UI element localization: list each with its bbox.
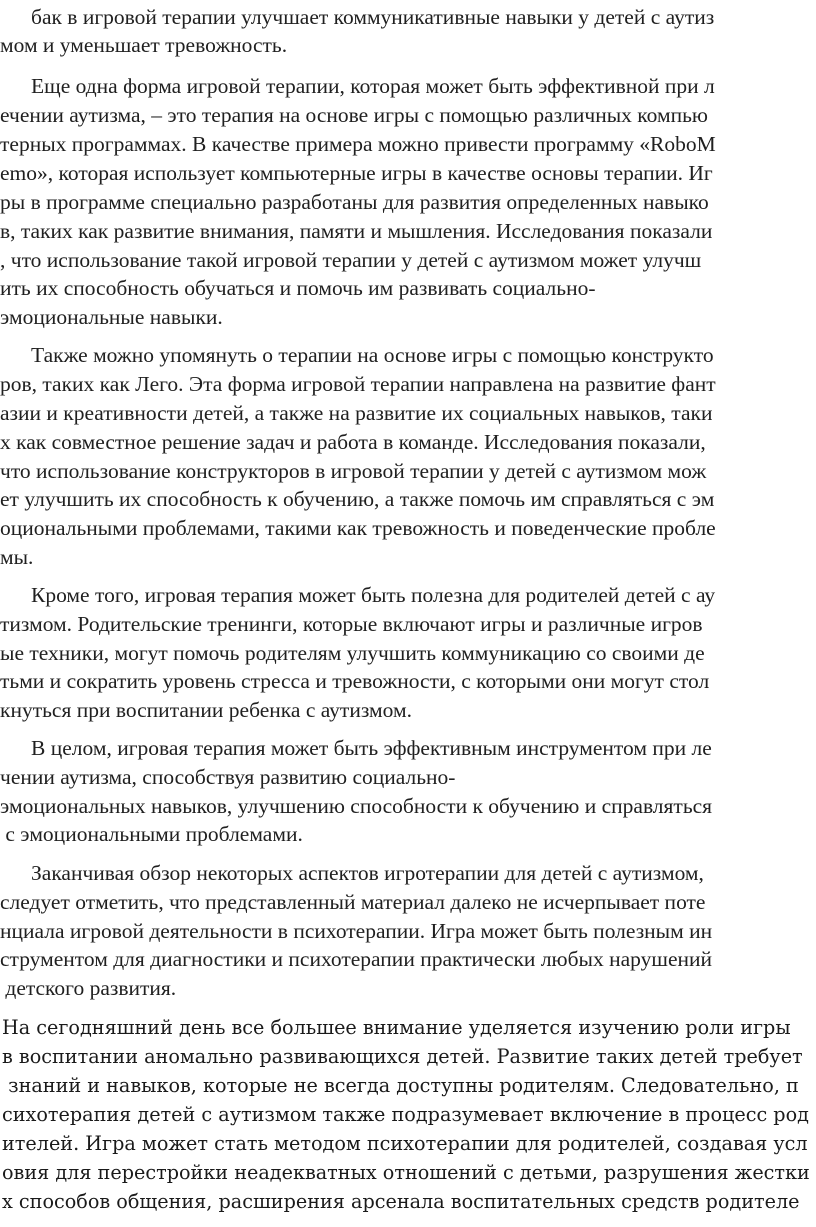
text-line: с эмоциональными проблемами. <box>0 822 303 846</box>
text-line: Заканчивая обзор некоторых аспектов игротерапии для детей с аутизмом, <box>31 861 704 885</box>
text-line: Также можно упомянуть о терапии на основе игры с помощью конструкто <box>31 343 714 367</box>
text-line: х как совместное решение задач и работа в команде. Исследования показали, <box>0 430 706 454</box>
text-line: азии и креативности детей, а также на развитие их социальных навыков, таки <box>0 401 713 425</box>
text-line: оциональными проблемами, такими как тревожность и поведенческие пробле <box>0 516 716 540</box>
text-line: тизмом. Родительские тренинги, которые включают игры и различные игров <box>0 612 703 636</box>
text-line: ров, таких как Лего. Эта форма игровой терапии направлена на развитие фант <box>0 372 716 396</box>
text-line: чении аутизма, способствуя развитию социально- <box>0 765 456 789</box>
text-line: На сегодняшний день все большее внимание уделяется изучению роли игры <box>2 1016 791 1039</box>
text-line: , что использование такой игровой терапии у детей с аутизмом может улучш <box>0 248 702 272</box>
text-line: в воспитании аномально развивающихся детей. Развитие таких детей требует <box>2 1045 803 1068</box>
text-line: ечении аутизма, – это терапия на основе игры с помощью различных компью <box>0 103 708 127</box>
text-line: бак в игровой терапии улучшает коммуникативные навыки у детей с аутиз <box>31 5 715 29</box>
text-line: эмоциональные навыки. <box>0 305 223 329</box>
text-line: ителей. Игра может стать методом психотерапии для родителей, создавая усл <box>2 1132 808 1155</box>
text-line: струментом для диагностики и психотерапии практически любых нарушений <box>0 947 712 971</box>
text-line: ет улучшить их способность к обучению, а также помочь им справляться с эм <box>0 487 715 511</box>
text-line: Кроме того, игровая терапия может быть полезна для родителей детей с ау <box>31 583 716 607</box>
text-line: в, таких как развитие внимания, памяти и мышления. Исследования показали <box>0 219 713 243</box>
text-line: ры в программе специально разработаны для развития определенных навыко <box>0 190 709 214</box>
text-line: эмоциональных навыков, улучшению способности к обучению и справляться <box>0 794 713 818</box>
text-line: детского развития. <box>0 976 177 1000</box>
text-line: Еще одна форма игровой терапии, которая может быть эффективной при л <box>31 74 715 98</box>
text-line: нциала игровой деятельности в психотерапии. Игра может быть полезным ин <box>0 919 713 943</box>
text-line: овия для перестройки неадекватных отношений с детьми, разрушения жестки <box>2 1161 810 1184</box>
text-line: мом и уменьшает тревожность. <box>0 33 288 57</box>
text-line: знаний и навыков, которые не всегда доступны родителям. Следовательно, п <box>2 1074 799 1097</box>
text-line: х способов общения, расширения арсенала воспитательных средств родителе <box>2 1190 800 1213</box>
text-line: тьми и сократить уровень стресса и тревожности, с которыми они могут стол <box>0 669 710 693</box>
text-line: терных программах. В качестве примера можно привести программу «RoboM <box>0 132 716 156</box>
text-line: ые техники, могут помочь родителям улучшить коммуникацию со своими де <box>0 641 705 665</box>
text-line: В целом, игровая терапия может быть эффективным инструментом при ле <box>31 736 712 760</box>
text-line: мы. <box>0 545 34 569</box>
text-line: emo», которая использует компьютерные игры в качестве основы терапии. Иг <box>0 161 713 185</box>
text-line: следует отметить, что представленный материал далеко не исчерпывает поте <box>0 890 706 914</box>
text-line: что использование конструкторов в игровой терапии у детей с аутизмом мож <box>0 459 707 483</box>
text-line: ить их способность обучаться и помочь им развивать социально- <box>0 276 596 300</box>
text-line: кнуться при воспитании ребенка с аутизмом. <box>0 698 412 722</box>
text-line: сихотерапия детей с аутизмом также подразумевает включение в процесс род <box>2 1103 809 1126</box>
